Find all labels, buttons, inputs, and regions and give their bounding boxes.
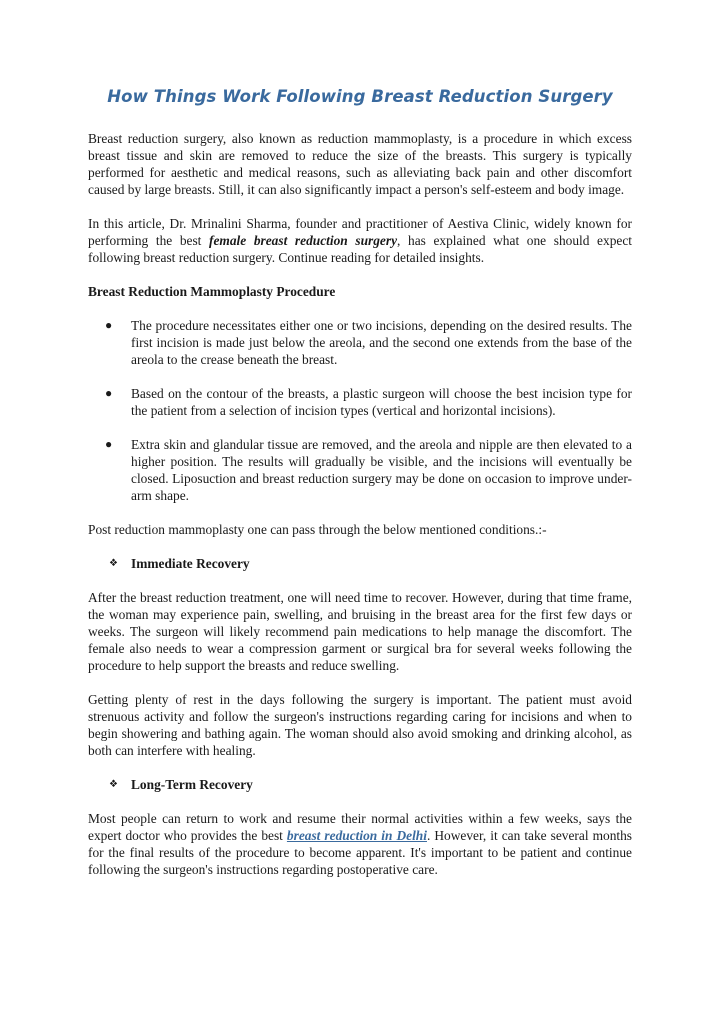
procedure-list xyxy=(88,317,632,504)
list-item-text: Extra skin and glandular tissue are removed, and the areola and nipple are then elevated to a higher position. The results will gradually be visible, and the incisions will eventually be closed. Liposuction and breast reduction surgery may be done on occasion to improve under-arm shape. xyxy=(131,437,632,503)
procedure-heading: Breast Reduction Mammoplasty Procedure xyxy=(88,284,336,299)
diamond-bullet-icon: ❖ xyxy=(109,558,118,569)
page-title: How Things Work Following Breast Reduction Surgery xyxy=(107,87,613,106)
post-text: Post reduction mammoplasty one can pass through the below mentioned conditions.:- xyxy=(88,522,547,537)
article-emphasis: female breast reduction surgery xyxy=(209,233,398,248)
longterm-text-after: . However, it can take several months for the final results of the procedure to become apparent. It's important to be patient and continue following the surgeon's instructions regarding postoperative care. xyxy=(88,828,633,877)
longterm-text-before: Most people can return to work and resume their normal activities within a few weeks, says the expert doctor who provides the best xyxy=(88,811,632,843)
list-item xyxy=(88,317,632,368)
immediate-recovery-heading-text: Immediate Recovery xyxy=(131,556,250,571)
longterm-recovery-heading-text: Long-Term Recovery xyxy=(131,777,253,792)
immediate-paragraph-1: After the breast reduction treatment, one will need time to recover. However, during that time frame, the woman may experience pain, swelling, and bruising in the breast area for the first few days or weeks. The surgeon will likely recommend pain medications to help manage the discomfort. The female also needs to wear a compression garment or surgical bra for several weeks following the procedure to help support the breasts and reduce swelling. xyxy=(88,590,632,673)
bullet-icon: ● xyxy=(105,386,113,400)
immediate-recovery-heading xyxy=(88,555,632,572)
list-item xyxy=(88,385,632,419)
breast-reduction-delhi-link[interactable]: breast reduction in Delhi xyxy=(286,828,427,843)
article-paragraph xyxy=(88,215,632,266)
document-body xyxy=(88,130,632,878)
list-item-text: The procedure necessitates either one or two incisions, depending on the desired results. The first incision is made just below the areola, and the second one extends from the base of the areola to the crease beneath the breast. xyxy=(131,318,632,367)
longterm-recovery-heading xyxy=(88,776,632,793)
diamond-bullet-icon: ❖ xyxy=(109,779,118,790)
bullet-icon: ● xyxy=(105,437,113,451)
list-item-text: Based on the contour of the breasts, a plastic surgeon will choose the best incision type for the patient from a selection of incision types (vertical and horizontal incisions). xyxy=(131,386,632,418)
article-text-before: In this article, Dr. Mrinalini Sharma, founder and practitioner of Aestiva Clinic, widely known for performing the best xyxy=(88,216,632,248)
intro-paragraph: Breast reduction surgery, also known as reduction mammoplasty, is a procedure in which excess breast tissue and skin are removed to reduce the size of the breasts. This surgery is typically performed for aesthetic and medical reasons, such as alleviating back pain and other discomfort caused by large breasts. Still, it can also significantly impact a person's self-esteem and body image. xyxy=(88,131,632,197)
immediate-paragraph-2: Getting plenty of rest in the days following the surgery is important. The patient must avoid strenuous activity and follow the surgeon's instructions regarding caring for incisions and when to begin showering and bathing again. The woman should also avoid smoking and drinking alcohol, as both can interfere with healing. xyxy=(88,692,632,758)
bullet-icon: ● xyxy=(105,318,113,332)
list-item xyxy=(88,436,632,504)
article-text-after: , has explained what one should expect following breast reduction surgery. Continue reading for detailed insights. xyxy=(88,233,633,265)
longterm-paragraph xyxy=(88,810,632,878)
